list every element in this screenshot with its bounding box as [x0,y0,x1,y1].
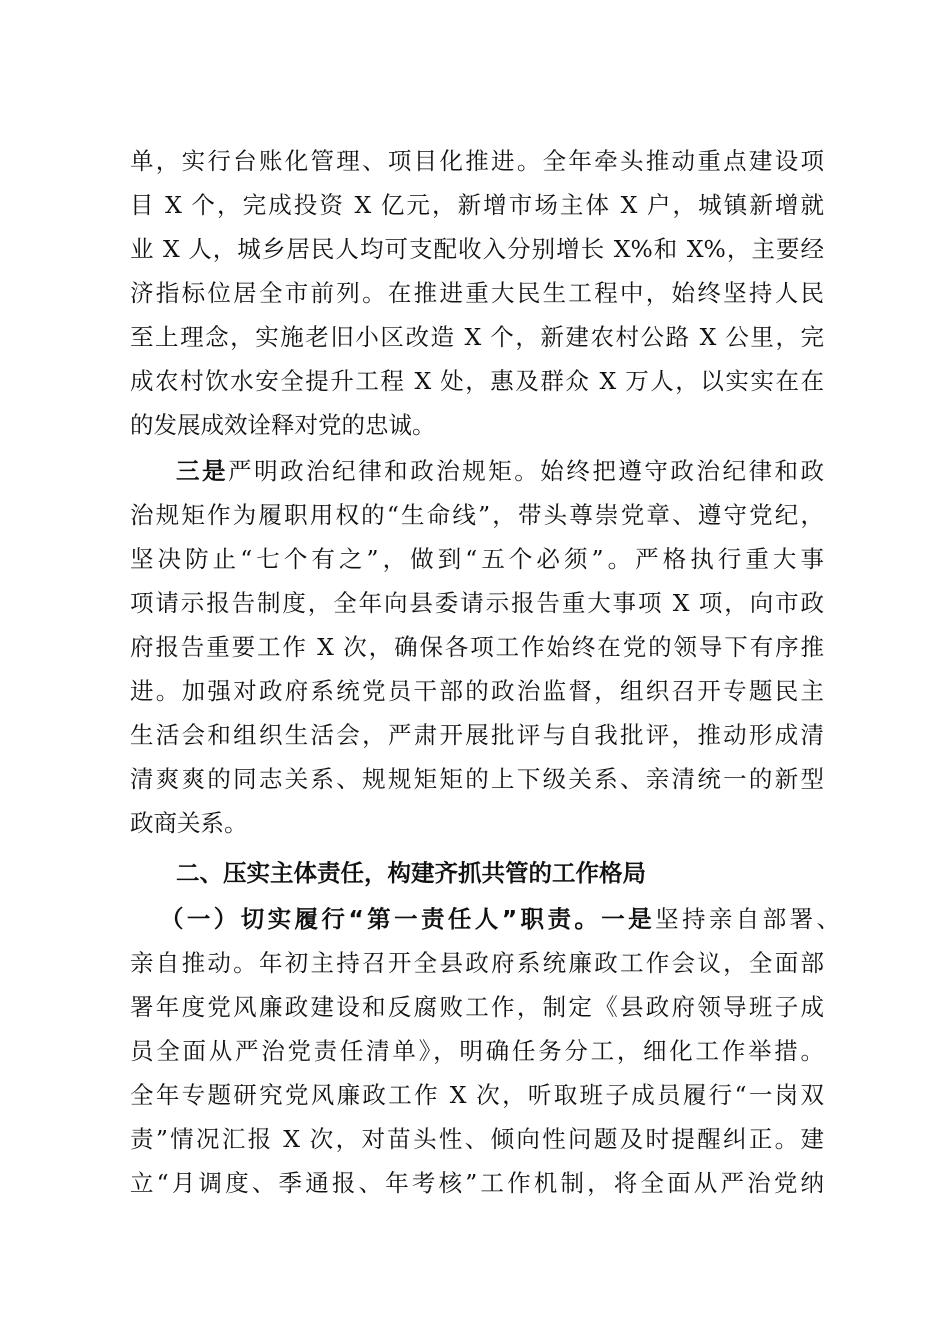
paragraph-line: 生活会和组织生活会，严肃开展批评与自我批评，推动形成清 [130,721,824,749]
paragraph-line: 的发展成效诠释对党的忠诚。 [130,411,436,439]
paragraph-line: 清爽爽的同志关系、规规矩矩的上下级关系、亲清统一的新型 [130,765,824,793]
paragraph-text: 严明政治纪律和政治规矩。始终把遵守政治纪律和政 [228,457,825,485]
paragraph-line: 项请示报告制度，全年向县委请示报告重大事项 X 项，向市政 [130,589,824,617]
lead-bold-text: 三是 [176,457,229,485]
paragraph-line: 政商关系。 [130,809,248,837]
paragraph-line: 业 X 人，城乡居民人均可支配收入分别增长 X%和 X%，主要经 [130,235,824,263]
paragraph-line: 员全面从严治党责任清单》，明确任务分工，细化工作举措。 [130,1037,824,1065]
paragraph-line: 至上理念，实施老旧小区改造 X 个，新建农村公路 X 公里，完 [130,323,824,351]
paragraph-line: 目 X 个，完成投资 X 亿元，新增市场主体 X 户，城镇新增就 [130,191,824,219]
paragraph-line: 成农村饮水安全提升工程 X 处，惠及群众 X 万人，以实实在在 [130,367,824,395]
lead-bold-text: （一）切实履行“第一责任人”职责。一是 [160,905,656,933]
paragraph-line: 府报告重要工作 X 次，确保各项工作始终在党的领导下有序推 [130,633,824,661]
paragraph-text: 坚持亲自部署、 [655,905,841,933]
section-heading: 二、压实主体责任，构建齐抓共管的工作格局 [176,859,646,887]
paragraph-line: 责”情况汇报 X 次，对苗头性、倾向性问题及时提醒纠正。建 [130,1125,824,1153]
paragraph-line: 治规矩作为履职用权的“生命线”，带头尊崇党章、遵守党纪， [130,501,824,529]
paragraph-line: 署年度党风廉政建设和反腐败工作，制定《县政府领导班子成 [130,993,824,1021]
paragraph-line: 亲自推动。年初主持召开全县政府系统廉政工作会议，全面部 [130,949,824,977]
paragraph-line: 立“月调度、季通报、年考核”工作机制，将全面从严治党纳 [130,1169,824,1197]
paragraph-first-line [176,456,824,486]
paragraph-line: 进。加强对政府系统党员干部的政治监督，组织召开专题民主 [130,677,824,705]
paragraph-line: 单，实行台账化管理、项目化推进。全年牵头推动重点建设项 [130,147,824,175]
paragraph-line: 坚决防止“七个有之”，做到“五个必须”。严格执行重大事 [130,545,824,573]
paragraph-line: 济指标位居全市前列。在推进重大民生工程中，始终坚持人民 [130,279,824,307]
paragraph-line: 全年专题研究党风廉政工作 X 次，听取班子成员履行“一岗双 [130,1081,824,1109]
paragraph-first-line [160,904,840,934]
